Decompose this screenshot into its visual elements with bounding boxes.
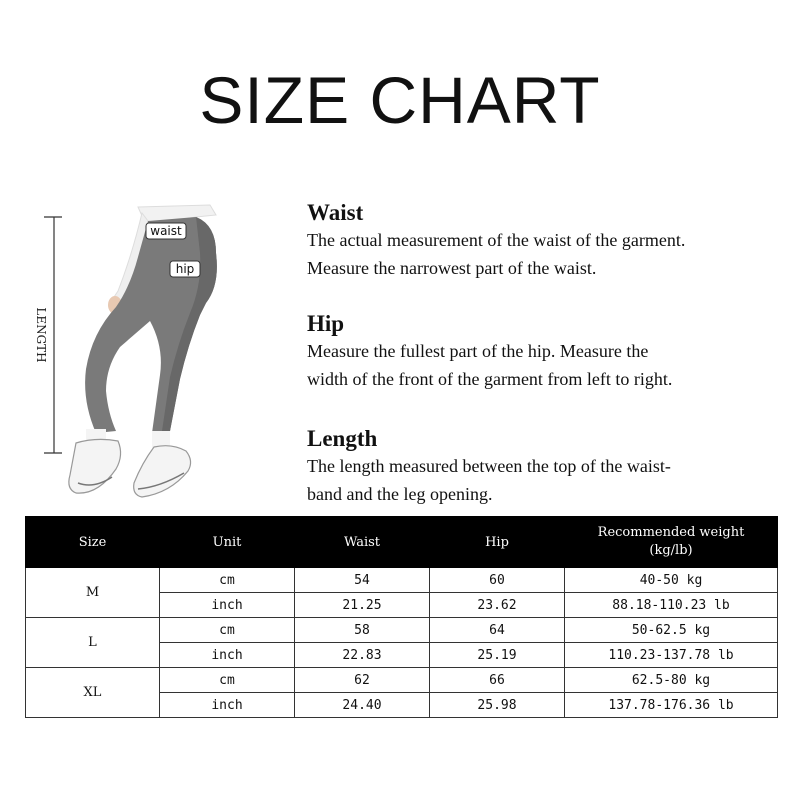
waist-text-line: The actual measurement of the waist of the garment. bbox=[307, 230, 686, 250]
table-header-row bbox=[26, 517, 778, 568]
weight-cell: 110.23-137.78 lb bbox=[565, 643, 778, 668]
waist-cell: 21.25 bbox=[295, 593, 430, 618]
waist-tag bbox=[146, 223, 186, 239]
waist-tag-label: waist bbox=[150, 224, 182, 238]
size-table bbox=[25, 516, 778, 718]
waist-cell: 54 bbox=[295, 568, 430, 593]
waist-cell: 22.83 bbox=[295, 643, 430, 668]
leggings-illustration bbox=[20, 195, 310, 505]
page-title: SIZE CHART bbox=[199, 63, 601, 137]
unit-cell: cm bbox=[160, 618, 295, 643]
weight-cell: 62.5-80 kg bbox=[565, 668, 778, 693]
weight-cell: 88.18-110.23 lb bbox=[565, 593, 778, 618]
header-rec-line2: (kg/lb) bbox=[649, 543, 693, 558]
unit-cell: cm bbox=[160, 668, 295, 693]
waist-cell: 24.40 bbox=[295, 693, 430, 718]
length-label: LENGTH bbox=[34, 307, 48, 363]
unit-cell: inch bbox=[160, 693, 295, 718]
waist-cell: 58 bbox=[295, 618, 430, 643]
unit-cell: inch bbox=[160, 593, 295, 618]
size-cell: L bbox=[26, 618, 160, 668]
hip-tag bbox=[170, 261, 200, 277]
waist-text-line: Measure the narrowest part of the waist. bbox=[307, 258, 597, 278]
header-waist: Waist bbox=[295, 517, 430, 568]
waist-description bbox=[307, 200, 787, 282]
hip-tag-label: hip bbox=[175, 262, 195, 276]
weight-cell: 137.78-176.36 lb bbox=[565, 693, 778, 718]
length-heading: Length bbox=[307, 426, 378, 451]
length-indicator bbox=[34, 217, 62, 453]
hip-heading: Hip bbox=[307, 311, 345, 336]
hip-cell: 25.98 bbox=[430, 693, 565, 718]
length-description bbox=[307, 426, 787, 508]
length-text-line: band and the leg opening. bbox=[307, 484, 493, 504]
hip-cell: 64 bbox=[430, 618, 565, 643]
size-cell: XL bbox=[26, 668, 160, 718]
hip-cell: 60 bbox=[430, 568, 565, 593]
hip-cell: 23.62 bbox=[430, 593, 565, 618]
hip-text-line: Measure the fullest part of the hip. Measure the bbox=[307, 341, 649, 361]
table-row bbox=[26, 618, 778, 643]
weight-cell: 40-50 kg bbox=[565, 568, 778, 593]
waist-cell: 62 bbox=[295, 668, 430, 693]
header-size: Size bbox=[26, 517, 160, 568]
hip-cell: 25.19 bbox=[430, 643, 565, 668]
size-cell: M bbox=[26, 568, 160, 618]
length-text-line: The length measured between the top of the waist- bbox=[307, 456, 671, 476]
hip-text-line: width of the front of the garment from left to right. bbox=[307, 369, 673, 389]
weight-cell: 50-62.5 kg bbox=[565, 618, 778, 643]
hip-cell: 66 bbox=[430, 668, 565, 693]
header-rec-line1: Recommended weight bbox=[597, 525, 745, 540]
table-row bbox=[26, 568, 778, 593]
header-unit: Unit bbox=[160, 517, 295, 568]
table-row bbox=[26, 668, 778, 693]
unit-cell: inch bbox=[160, 643, 295, 668]
unit-cell: cm bbox=[160, 568, 295, 593]
header-recommended-weight bbox=[565, 517, 778, 568]
waist-heading: Waist bbox=[307, 200, 364, 225]
header-hip: Hip bbox=[430, 517, 565, 568]
leggings-figure bbox=[20, 195, 310, 505]
hip-description bbox=[307, 311, 787, 393]
